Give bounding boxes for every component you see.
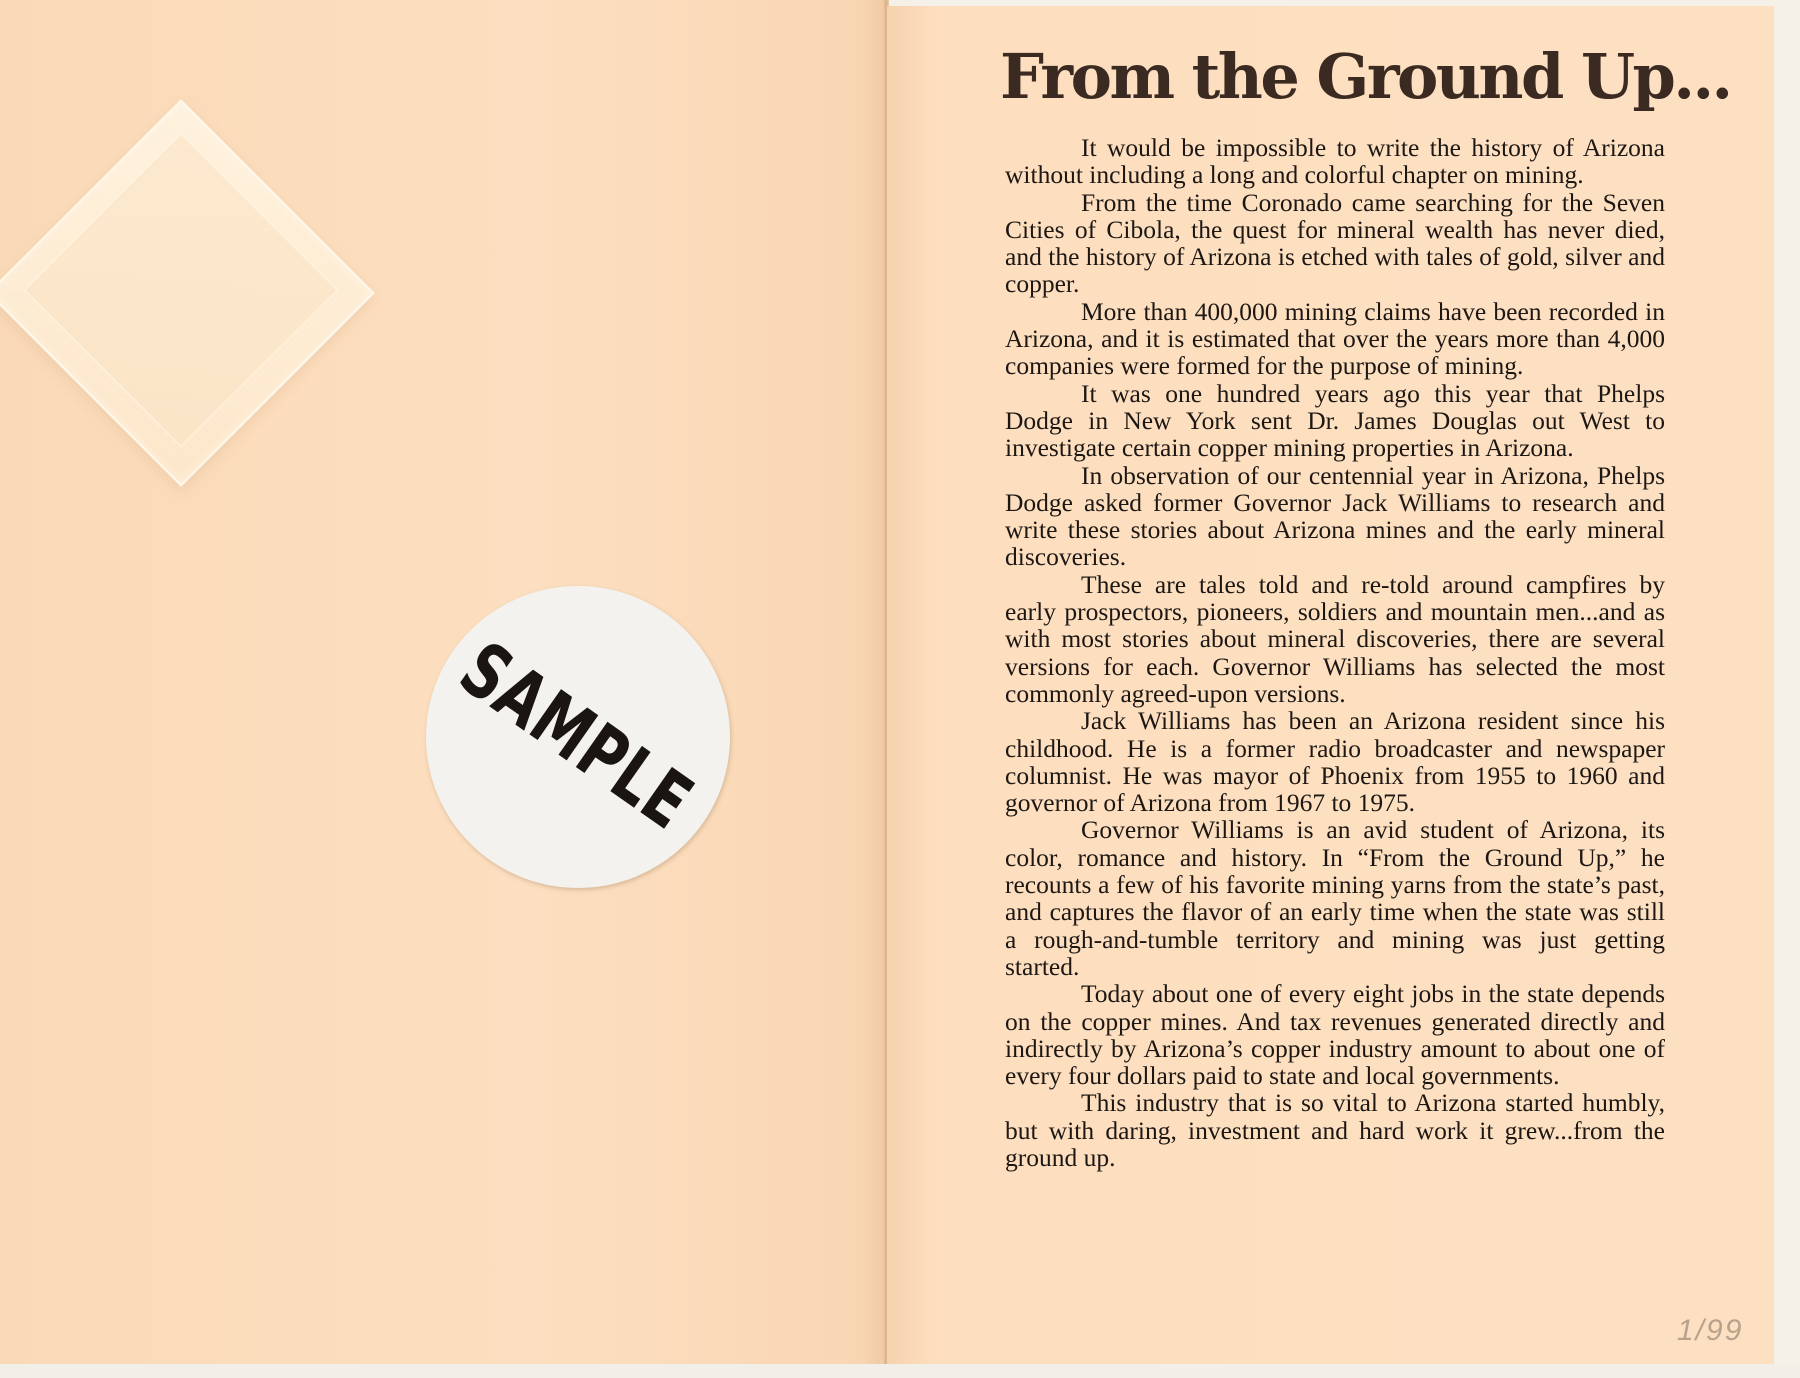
paragraph: It would be impossible to write the history of Arizona without including a long and colorful chapter on mining. [1005, 133, 1665, 190]
left-page [0, 0, 886, 1366]
paragraph: Jack Williams has been an Arizona resident since his childhood. He is a former radio broadcaster and newspaper columnist. He was mayor of Phoenix from 1955 to 1960 and governor of Arizona from 1967 to 1975. [1005, 706, 1665, 818]
paragraph: From the time Coronado came searching for the Seven Cities of Cibola, the quest for mineral wealth has never died, and the history of Arizona is etched with tales of gold, silver and copper. [1005, 187, 1665, 299]
paragraph: Governor Williams is an avid student of Arizona, its color, romance and history. In “From the Ground Up,” he recounts a few of his favorite mining yarns from the state’s past, and captures the flavor of an early time when the state was still a rough-and-tumble territory and mining was just getting started. [1005, 815, 1665, 981]
paragraph: In observation of our centennial year in Arizona, Phelps Dodge asked former Governor Jack Williams to research and write these stories about Arizona mines and the early mineral discoveries. [1005, 460, 1665, 572]
paragraph: Today about one of every eight jobs in the state depends on the copper mines. And tax revenues generated directly and indirectly by Arizona’s copper industry amount to about one of every four dollars paid to state and local governments. [1005, 979, 1665, 1091]
handwritten-page-number: 1/99 [1677, 1314, 1744, 1347]
paragraph: This industry that is so vital to Arizona started humbly, but with daring, investment and hard work it grew...from the ground up. [1005, 1088, 1665, 1172]
paragraph: These are tales told and re-told around campfires by early prospectors, pioneers, soldiers and mountain men...and as with most stories about mineral discoveries, there are several versions for each. Governor Williams has selected the most commonly agreed-upon versions. [1005, 569, 1665, 708]
sample-sticker [426, 586, 730, 888]
tape-square [0, 99, 375, 486]
scan-background-strip [0, 1364, 1800, 1378]
tape-square-inner [24, 133, 338, 447]
body-text [1005, 134, 1665, 1171]
sample-sticker-text: SAMPLE [444, 625, 708, 848]
paragraph: It was one hundred years ago this year that Phelps Dodge in New York sent Dr. James Douglas out West to investigate certain copper mining properties in Arizona. [1005, 378, 1665, 463]
page-title: From the Ground Up... [1000, 40, 1731, 113]
paragraph: More than 400,000 mining claims have been recorded in Arizona, and it is estimated that over the years more than 4,000 companies were formed for the purpose of mining. [1005, 296, 1665, 381]
